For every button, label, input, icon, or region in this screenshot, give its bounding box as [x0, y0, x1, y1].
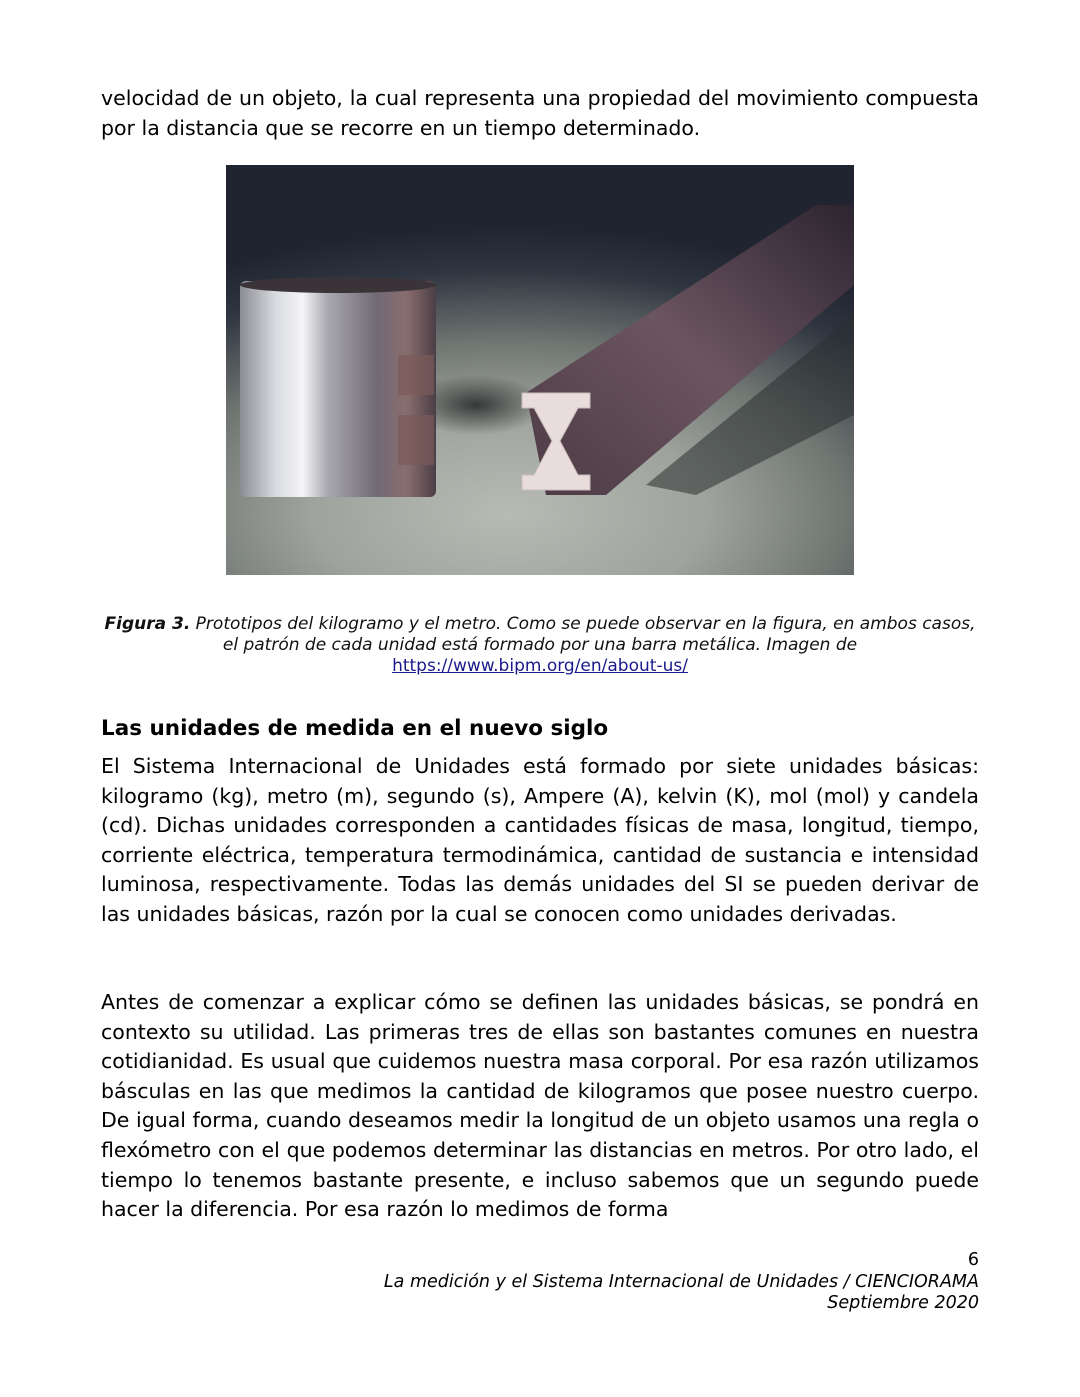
figure-image — [226, 165, 854, 575]
page-number: 6 — [967, 1250, 979, 1270]
figure-label: Figura 3. — [104, 614, 191, 634]
figure-caption — [101, 614, 979, 677]
paragraph: Antes de comenzar a explicar cómo se definen las unidades básicas, se pondrá en contexto su utilidad. Las primeras tres de ellas son bastantes comunes en nuestra cotidianidad. Es usual que cuidemos nuestra masa corporal. Por esa razón utilizamos básculas en las que medimos la cantidad de kilogramos que posee nuestro cuerpo. De igual forma, cuando deseamos medir la longitud de un objeto usamos una regla o flexómetro con el que podemos determinar las distancias en metros. Por otro lado, el tiempo lo tenemos bastante presente, e incluso sabemos que un segundo puede hacer la diferencia. Por esa razón lo medimos de forma — [101, 990, 979, 1222]
page-footer — [384, 1250, 979, 1315]
paragraph-continued: velocidad de un objeto, la cual representa una propiedad del movimiento compuesta por la distancia que se recorre en un tiempo determinado. — [101, 86, 979, 140]
footer-title: La medición y el Sistema Internacional de Unidades / CIENCIORAMA — [383, 1271, 979, 1292]
source-link[interactable]: https://www.bipm.org/en/about-us/ — [392, 656, 688, 676]
footer-date: Septiembre 2020 — [827, 1293, 979, 1313]
figure-caption-text: Prototipos del kilogramo y el metro. Como se puede observar en la figura, en ambos casos, el patrón de cada unidad está formado por una barra metálica. Imagen de — [190, 614, 976, 655]
paragraph: El Sistema Internacional de Unidades está formado por siete unidades básicas: kilogramo (kg), metro (m), segundo (s), Ampere (A), kelvin (K), mol (mol) y candela (cd). Dichas unidades corresponden a cantidades físicas de masa, longitud, tiempo, corriente eléctrica, temperatura termodinámica, cantidad de sustancia e intensidad luminosa, respectivamente. Todas las demás unidades del SI se pueden derivar de las unidades básicas, razón por la cual se conocen como unidades derivadas. — [101, 754, 979, 926]
section-heading: Las unidades de medida en el nuevo siglo — [101, 716, 609, 741]
kilogram-meter-prototypes-illustration — [226, 165, 854, 575]
